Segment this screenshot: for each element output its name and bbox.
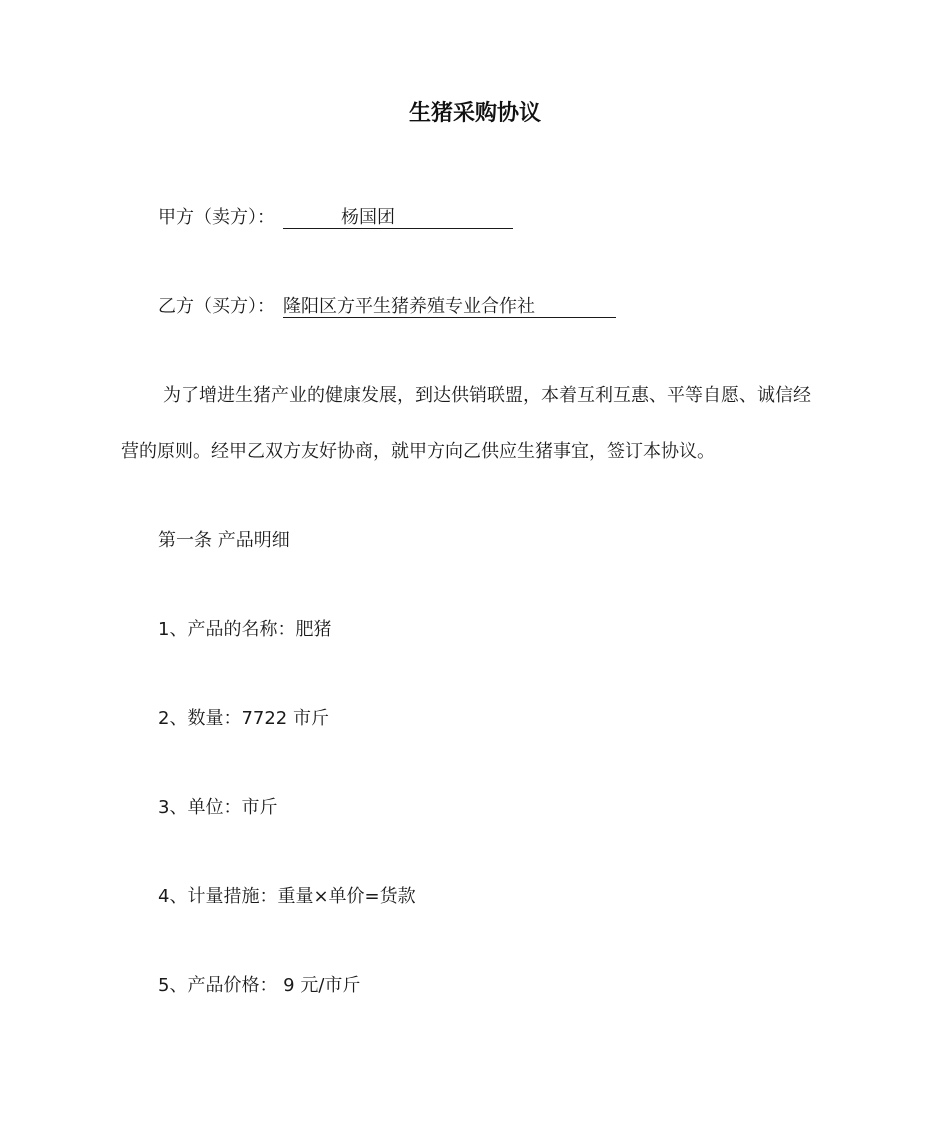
article-1-item: 1、产品的名称：肥猪 (158, 619, 332, 640)
article-1-item: 3、单位：市斤 (158, 797, 278, 818)
preamble-line-1: 为了增进生猪产业的健康发展，到达供销联盟，本着互利互惠、平等自愿、诚信经 (163, 385, 811, 406)
article-1-item: 2、数量：7722 市斤 (158, 708, 329, 729)
document-title: 生猪采购协议 (408, 101, 541, 126)
party-a-value: 杨国团 (283, 207, 513, 229)
party-b-line (158, 296, 616, 318)
preamble-line-2: 营的原则。经甲乙双方友好协商，就甲方向乙供应生猪事宜，签订本协议。 (121, 441, 715, 462)
article-1-item: 4、计量措施：重量×单价=货款 (158, 886, 416, 907)
article-1-item: 5、产品价格： 9 元/市斤 (158, 975, 361, 996)
party-b-value: 隆阳区方平生猪养殖专业合作社 (283, 296, 616, 318)
party-a-line (158, 207, 513, 229)
party-b-label: 乙方（买方）： (158, 296, 275, 317)
article-1-heading: 第一条 产品明细 (158, 530, 290, 551)
party-a-label: 甲方（卖方）： (158, 207, 275, 228)
